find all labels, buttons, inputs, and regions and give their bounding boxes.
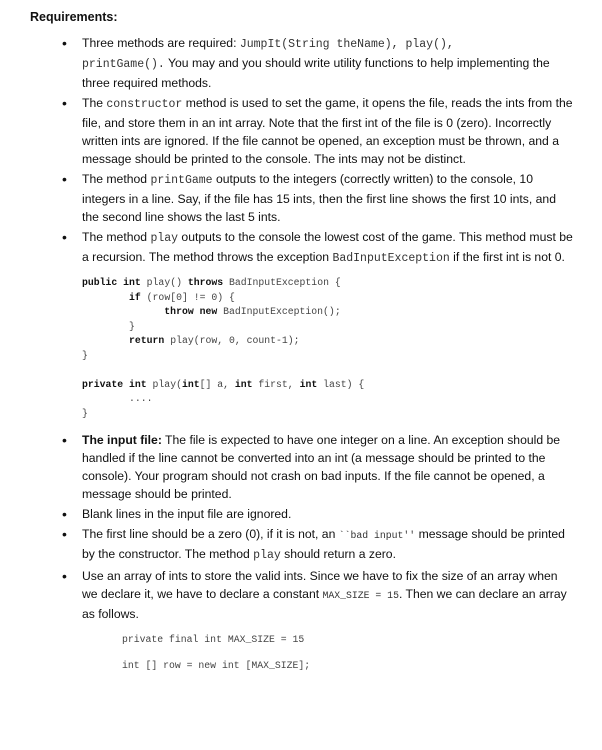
requirements-heading: Requirements: <box>30 10 118 24</box>
text: The first line should be a zero (0), if it is not, an <box>82 527 339 541</box>
input-file-list <box>30 431 576 623</box>
code-inline: MAX_SIZE = 15 <box>322 590 399 601</box>
text: Use an array of ints to store the valid ints. Since we have to fix the size of an array when we declare it, we have to declare a constant <box>82 569 558 601</box>
text: Three methods are required: <box>82 36 240 50</box>
code-inline: play <box>150 232 179 245</box>
text-bold: The input file: <box>82 433 162 447</box>
code-inline: constructor <box>106 98 183 111</box>
text: The <box>82 96 107 110</box>
code-inline: ``bad input'' <box>338 530 416 541</box>
list-item-printgame <box>30 170 576 226</box>
code-inline: play <box>253 549 281 562</box>
code-inline: JumpIt(String theName), play(), <box>239 38 454 51</box>
text: method is used to set the game, it opens the file, reads the ints from the file, and store them in an int array. Note that the first int of the file is 0 (zero). Incorrectly written ints are ignored. If the file cannot be opened, an exception must be thrown, and a message should be printed to the console. The ints may not be distinct. <box>82 96 573 166</box>
code-block-play: public int play() throws BadInputException { if (row[0] != 0) { throw new BadInputException(); } return play(row, 0, count-1); } private int play(int[] a, int first, int last) { .... } <box>82 277 365 419</box>
code-inline: BadInputException <box>332 252 450 265</box>
text: The file is expected to have one integer on a line. An exception should be handled if the line cannot be converted into an int (a message should be printed to the console). Your program should not crash on bad inputs. If the file cannot be opened, a message should be printed. <box>82 433 561 501</box>
code-inline: printGame(). <box>82 58 165 71</box>
list-item-play <box>30 228 576 268</box>
list-item-blank-lines <box>30 505 576 523</box>
text: message should be printed by the constructor. The method <box>82 527 565 561</box>
list-item-input-file <box>30 431 576 503</box>
list-item-first-line <box>30 525 576 565</box>
text: The method <box>82 172 151 186</box>
text: You may and you should write utility functions to help implementing the three required methods. <box>82 56 550 90</box>
text: outputs to the console the lowest cost of the game. This method must be a recursion. The method throws the exception <box>82 230 573 264</box>
list-item-methods <box>30 34 576 92</box>
requirements-list <box>30 34 576 268</box>
text: . Then we can declare an array as follows. <box>82 587 567 621</box>
text: should return a zero. <box>280 547 396 561</box>
text: The method <box>82 230 151 244</box>
text: outputs to the integers (correctly written) to the console, 10 integers in a line. Say, if the file has 15 ints, then the first line shows the first 10 ints, and the second line shows the last 5 ints. <box>82 172 556 224</box>
code-block-array: private final int MAX_SIZE = 15 int [] row = new int [MAX_SIZE]; <box>122 634 311 671</box>
list-item-constructor <box>30 94 576 168</box>
text: if the first int is not 0. <box>449 250 565 264</box>
text: Blank lines in the input file are ignored. <box>82 507 292 521</box>
list-item-array <box>30 567 576 623</box>
code-inline: printGame <box>150 174 213 187</box>
